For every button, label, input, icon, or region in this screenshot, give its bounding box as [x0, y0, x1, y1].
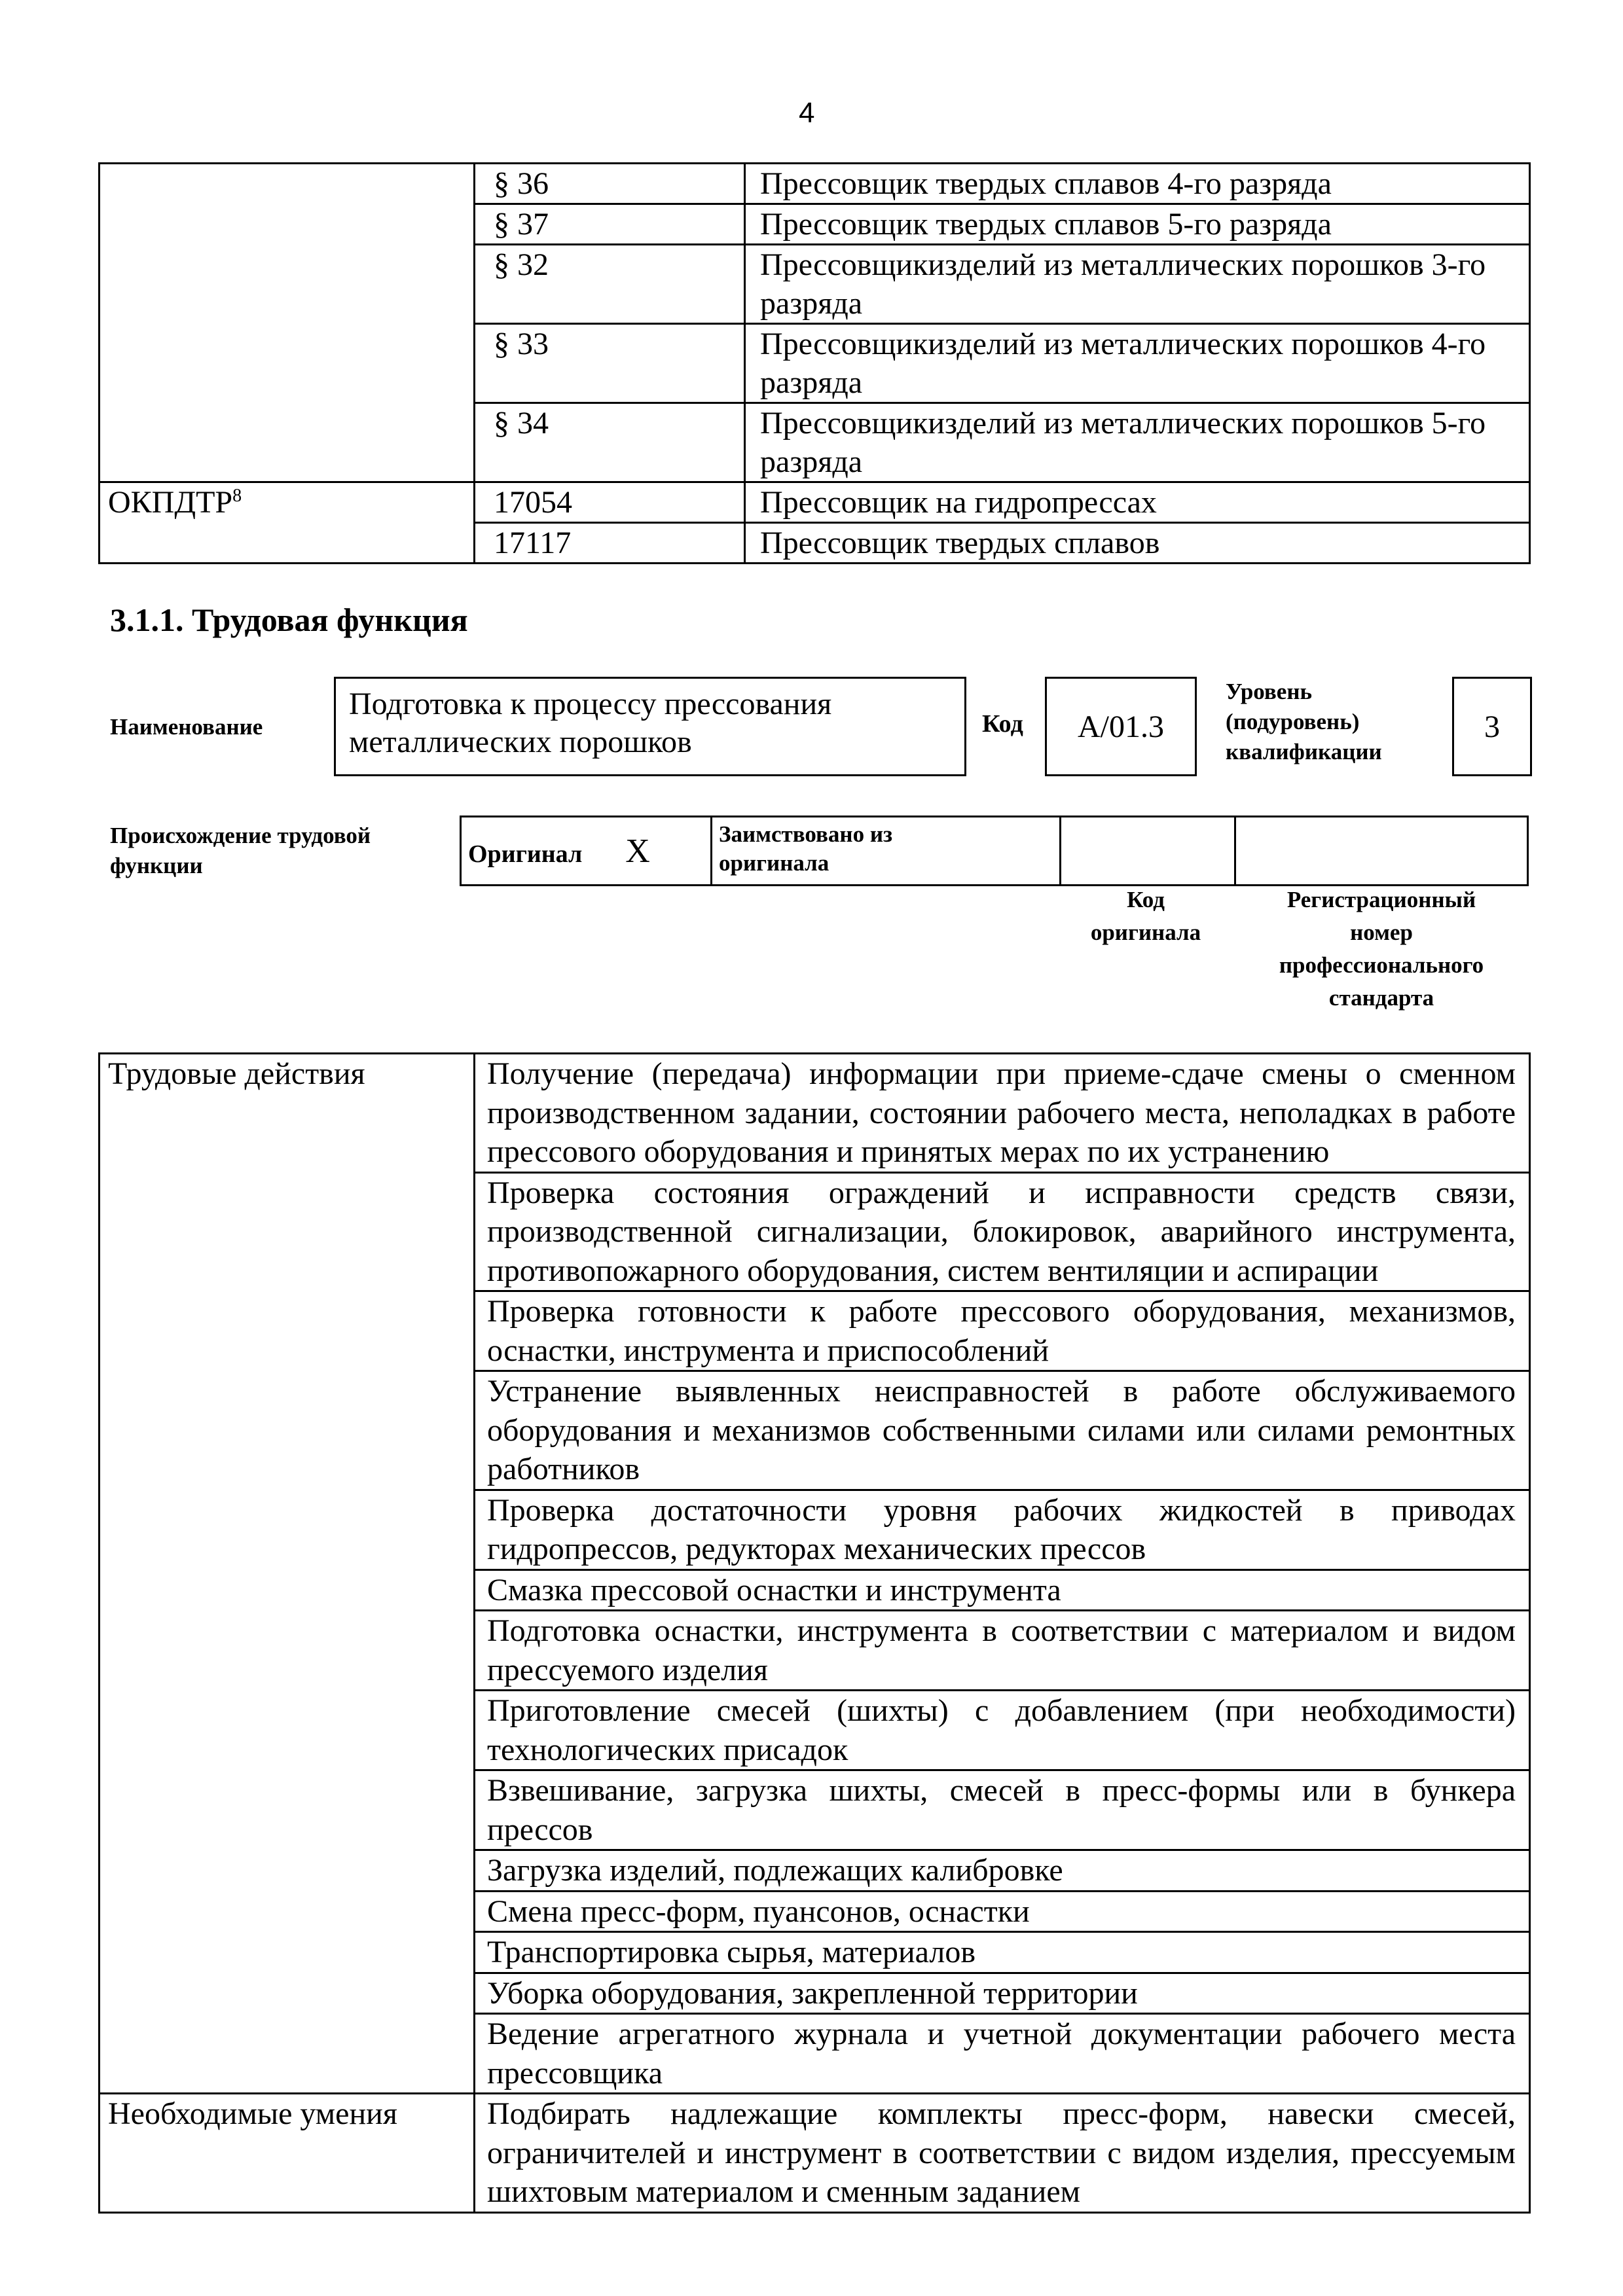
- skill-item: Подбирать надлежащие комплекты пресс-форм, навески смесей, ограничителей и инструмент в соответствии с видом изделия, прессуемым шихтовым материалом и сменным заданием: [475, 2094, 1530, 2213]
- origin-table: [460, 816, 1529, 886]
- registration-number-cell: [1235, 817, 1528, 886]
- labor-action-item: Подготовка оснастки, инструмента в соответствии с материалом и видом прессуемого изделия: [475, 1611, 1530, 1691]
- table-row: [100, 482, 1530, 523]
- table-cell: § 34: [475, 403, 745, 482]
- table-cell: Прессовщикизделий из металлических порошков 4-го разряда: [745, 324, 1530, 403]
- table-cell: Прессовщик твердых сплавов 5-го разряда: [745, 204, 1530, 245]
- table-cell: § 32: [475, 245, 745, 324]
- table-cell: Прессовщик твердых сплавов 4-го разряда: [745, 164, 1530, 204]
- labor-actions-label: Трудовые действия: [100, 1054, 475, 2094]
- skills-label: Необходимые умения: [100, 2094, 475, 2213]
- function-code-box: A/01.3: [1045, 677, 1197, 776]
- labor-action-item: Устранение выявленных неисправностей в работе обслуживаемого оборудования и механизмов собственными силами или силами ремонтных работников: [475, 1371, 1530, 1490]
- level-label-line: квалификации: [1226, 739, 1382, 764]
- table-row: [100, 2094, 1530, 2213]
- labor-action-item: Проверка состояния ограждений и исправности средств связи, производственной сигнализации, блокировок, аварийного инструмента, противопожарного оборудования, систем вентиляции и аспирации: [475, 1172, 1530, 1291]
- labor-action-item: Проверка достаточности уровня рабочих жидкостей в приводах гидропрессов, редукторах механических прессов: [475, 1490, 1530, 1570]
- level-label-line: (подуровень): [1226, 709, 1360, 734]
- table-row: [100, 1054, 1530, 1173]
- origin-label-line: функции: [110, 853, 203, 878]
- level-label-line: Уровень: [1226, 679, 1313, 704]
- labor-action-item: Уборка оборудования, закрепленной территории: [475, 1973, 1530, 2014]
- labor-functions-table: [98, 1052, 1531, 2214]
- registration-number-caption: [1231, 884, 1532, 1014]
- code-label: Код: [982, 710, 1023, 738]
- table-cell-okpdtr: [100, 482, 475, 564]
- labor-action-item: Транспортировка сырья, материалов: [475, 1932, 1530, 1973]
- original-code-caption: [1048, 884, 1244, 949]
- borrowed-cell: [712, 817, 1061, 886]
- origin-label-line: Происхождение трудовой: [110, 823, 371, 848]
- labor-action-item: Приготовление смесей (шихты) с добавлением (при необходимости) технологических присадок: [475, 1691, 1530, 1770]
- top-table: [98, 162, 1531, 564]
- table-cell: § 36: [475, 164, 745, 204]
- original-cell: [461, 817, 712, 886]
- okpdtr-label: ОКПДТР: [108, 485, 233, 520]
- table-cell: Прессовщикизделий из металлических порошков 5-го разряда: [745, 403, 1530, 482]
- page-number: 4: [799, 97, 815, 129]
- labor-action-item: Ведение агрегатного журнала и учетной документации рабочего места прессовщика: [475, 2014, 1530, 2094]
- borrowed-label-line: Заимствовано из: [719, 821, 893, 847]
- table-cell: [100, 164, 475, 482]
- caption-line: стандарта: [1328, 985, 1434, 1011]
- table-cell: Прессовщик твердых сплавов: [745, 523, 1530, 564]
- caption-line: номер: [1350, 920, 1413, 945]
- caption-line: Код: [1127, 887, 1165, 912]
- labor-action-item: Проверка готовности к работе прессового оборудования, механизмов, оснастки, инструмента и приспособлений: [475, 1291, 1530, 1371]
- table-row: [461, 817, 1528, 886]
- borrowed-label-line: оригинала: [719, 850, 830, 876]
- labor-action-item: Смена пресс-форм, пуансонов, оснастки: [475, 1891, 1530, 1932]
- table-cell: § 33: [475, 324, 745, 403]
- labor-action-item: Взвешивание, загрузка шихты, смесей в пресс-формы или в бункера прессов: [475, 1770, 1530, 1850]
- original-label: Оригинал: [468, 840, 583, 868]
- origin-label: [110, 821, 371, 881]
- table-cell: 17054: [475, 482, 745, 523]
- table-cell: 17117: [475, 523, 745, 564]
- table-cell: § 37: [475, 204, 745, 245]
- level-label: [1226, 677, 1382, 767]
- original-code-cell: [1061, 817, 1235, 886]
- labor-action-item: Загрузка изделий, подлежащих калибровке: [475, 1850, 1530, 1892]
- caption-line: профессионального: [1279, 952, 1484, 978]
- table-cell: Прессовщик на гидропрессах: [745, 482, 1530, 523]
- labor-action-item: Получение (передача) информации при приеме-сдаче смены о сменном производственном задании, состоянии рабочего места, неполадках в работе прессового оборудования и принятых мерах по их устранению: [475, 1054, 1530, 1173]
- caption-line: Регистрационный: [1286, 887, 1476, 912]
- section-title: 3.1.1. Трудовая функция: [110, 601, 468, 638]
- level-value-box: 3: [1452, 677, 1532, 776]
- name-label: Наименование: [110, 714, 263, 740]
- table-cell: Прессовщикизделий из металлических порошков 3-го разряда: [745, 245, 1530, 324]
- labor-action-item: Смазка прессовой оснастки и инструмента: [475, 1570, 1530, 1611]
- original-mark: X: [625, 832, 650, 870]
- caption-line: оригинала: [1090, 920, 1201, 945]
- footnote-ref: 8: [232, 486, 242, 506]
- function-name-box: Подготовка к процессу прессования металлических порошков: [334, 677, 966, 776]
- table-row: [100, 164, 1530, 204]
